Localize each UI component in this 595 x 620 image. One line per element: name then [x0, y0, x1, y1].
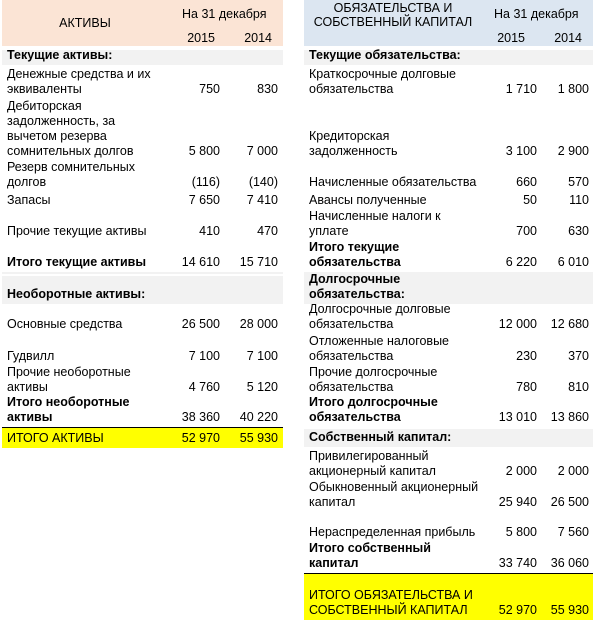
- value-2014: 28 000: [239, 317, 278, 331]
- assets-year-2: 2014: [244, 31, 272, 45]
- value-2014: 2 000: [557, 464, 589, 478]
- row-label: Привилегированный акционерный капитал: [309, 449, 436, 478]
- subtotal-row: [304, 397, 593, 427]
- table-row: [304, 99, 593, 161]
- assets-year-1: 2015: [187, 31, 215, 45]
- liabilities-year-2: 2014: [554, 31, 582, 45]
- value-2014: 110: [569, 193, 589, 207]
- table-row: [304, 161, 593, 192]
- row-label: Авансы полученные: [309, 193, 427, 207]
- row-label: Нераспределенная прибыль: [309, 525, 476, 539]
- table-row: [2, 304, 283, 334]
- row-label: Обыкновенный акционерный капитал: [309, 480, 479, 509]
- row-label: Резерв сомнительных долгов: [7, 160, 135, 189]
- row-label: Долгосрочные долговые обязательства: [309, 302, 451, 331]
- row-label: Необоротные активы:: [7, 287, 146, 301]
- grand-total-row: [304, 574, 593, 620]
- section-header-noncurrent-assets: [2, 276, 283, 304]
- value-2014: 630: [568, 224, 589, 238]
- table-row: [304, 304, 593, 334]
- table-row: [304, 366, 593, 397]
- row-label: Отложенные налоговые обязательства: [309, 334, 450, 363]
- value-2015: 7 100: [188, 349, 220, 363]
- table-row: [304, 210, 593, 241]
- table-row: [2, 192, 283, 210]
- row-label: Долгосрочные обязательства:: [309, 272, 405, 301]
- value-2015: 52 970: [181, 431, 220, 445]
- liabilities-date-header: На 31 декабря: [494, 7, 579, 21]
- table-row: [2, 366, 283, 397]
- row-separator: [2, 272, 283, 274]
- table-row: [304, 334, 593, 366]
- value-2014: 15 710: [239, 255, 278, 269]
- value-2015: 750: [199, 82, 220, 96]
- table-row: [2, 334, 283, 366]
- value-2015: 26 500: [181, 317, 220, 331]
- section-header-current-assets: [2, 50, 283, 65]
- table-row: [2, 161, 283, 192]
- table-row: [2, 99, 283, 161]
- grand-total-row: [2, 428, 283, 448]
- value-2015: 33 740: [498, 556, 537, 570]
- value-2014: 7 000: [246, 144, 278, 158]
- row-label: Прочие необоротные активы: [7, 365, 131, 394]
- value-2015: 38 360: [181, 410, 220, 424]
- row-label: Дебиторская задолженность, за вычетом резерва сомнительных долгов: [7, 99, 134, 158]
- table-row: [2, 65, 283, 99]
- row-label: Запасы: [7, 193, 51, 207]
- liabilities-year-1: 2015: [497, 31, 525, 45]
- liabilities-panel: [304, 0, 593, 617]
- value-2014: 570: [568, 175, 589, 189]
- row-label: Итого необоротные активы: [7, 395, 130, 424]
- value-2015: 25 940: [498, 495, 537, 509]
- value-2014: 830: [257, 82, 278, 96]
- row-label: Начисленные налоги к уплате: [309, 209, 441, 238]
- value-2015: 1 710: [505, 82, 537, 96]
- value-2014: 370: [568, 349, 589, 363]
- table-row: [304, 512, 593, 542]
- section-header-equity: [304, 429, 593, 447]
- value-2015: 410: [199, 224, 220, 238]
- table-row: [304, 447, 593, 481]
- assets-header: [2, 0, 283, 46]
- assets-title: АКТИВЫ: [59, 16, 111, 30]
- value-2014: 55 930: [550, 603, 589, 617]
- section-header-current-liabilities: [304, 50, 593, 65]
- row-label: Текущие активы:: [7, 48, 113, 62]
- value-2015: 3 100: [505, 144, 537, 158]
- value-2015: 660: [516, 175, 537, 189]
- subtotal-row: [2, 241, 283, 272]
- assets-panel: [2, 0, 283, 445]
- row-label: Текущие обязательства:: [309, 48, 461, 62]
- value-2014: 810: [568, 380, 589, 394]
- row-label: Основные средства: [7, 317, 123, 331]
- value-2014: 12 680: [550, 317, 589, 331]
- row-label: Прочие текущие активы: [7, 224, 147, 238]
- value-2015: 2 000: [505, 464, 537, 478]
- value-2014: 26 500: [550, 495, 589, 509]
- liabilities-header: [304, 0, 593, 46]
- subtotal-row: [304, 542, 593, 573]
- row-label: Начисленные обязательства: [309, 175, 477, 189]
- row-label: Итого текущие обязательства: [309, 240, 401, 269]
- value-2014: 7 410: [246, 193, 278, 207]
- value-2015: 230: [516, 349, 537, 363]
- row-label: ИТОГО АКТИВЫ: [7, 431, 104, 445]
- liabilities-title: ОБЯЗАТЕЛЬСТВА И СОБСТВЕННЫЙ КАПИТАЛ: [313, 1, 473, 29]
- assets-date-header: На 31 декабря: [182, 7, 267, 21]
- row-label: ИТОГО ОБЯЗАТЕЛЬСТВА И СОБСТВЕННЫЙ КАПИТАЛ: [309, 588, 473, 617]
- row-label: Кредиторская задолженность: [309, 129, 398, 158]
- value-2015: (116): [191, 175, 220, 189]
- row-label: Собственный капитал:: [309, 430, 452, 444]
- value-2015: 50: [523, 193, 537, 207]
- table-row: [304, 192, 593, 210]
- value-2014: 7 560: [557, 525, 589, 539]
- value-2015: 5 800: [188, 144, 220, 158]
- table-row: [304, 481, 593, 512]
- value-2014: 13 860: [550, 410, 589, 424]
- value-2014: 5 120: [246, 380, 278, 394]
- value-2014: 6 010: [557, 255, 589, 269]
- value-2014: 1 800: [557, 82, 589, 96]
- row-label: Прочие долгосрочные обязательства: [309, 365, 438, 394]
- value-2015: 780: [516, 380, 537, 394]
- row-label: Краткосрочные долговые обязательства: [309, 67, 456, 96]
- value-2015: 5 800: [505, 525, 537, 539]
- table-row: [304, 65, 593, 99]
- value-2015: 12 000: [498, 317, 537, 331]
- value-2015: 7 650: [188, 193, 220, 207]
- row-label: Итого долгосрочные обязательства: [309, 395, 438, 424]
- value-2014: 2 900: [557, 144, 589, 158]
- value-2015: 4 760: [188, 380, 220, 394]
- value-2014: 40 220: [239, 410, 278, 424]
- value-2014: 55 930: [239, 431, 278, 445]
- subtotal-row: [2, 397, 283, 427]
- value-2015: 52 970: [498, 603, 537, 617]
- table-row: [2, 210, 283, 241]
- value-2014: (140): [248, 175, 278, 189]
- value-2014: 36 060: [550, 556, 589, 570]
- row-label: Гудвилл: [7, 349, 55, 363]
- subtotal-row: [304, 241, 593, 272]
- row-label: Итого собственный капитал: [309, 541, 431, 570]
- value-2015: 700: [516, 224, 537, 238]
- value-2015: 13 010: [498, 410, 537, 424]
- value-2015: 14 610: [181, 255, 220, 269]
- row-label: Денежные средства и их эквиваленты: [7, 67, 151, 96]
- row-label: Итого текущие активы: [7, 255, 147, 269]
- value-2015: 6 220: [505, 255, 537, 269]
- section-header-longterm-liabilities: [304, 272, 593, 304]
- value-2014: 470: [257, 224, 278, 238]
- value-2014: 7 100: [246, 349, 278, 363]
